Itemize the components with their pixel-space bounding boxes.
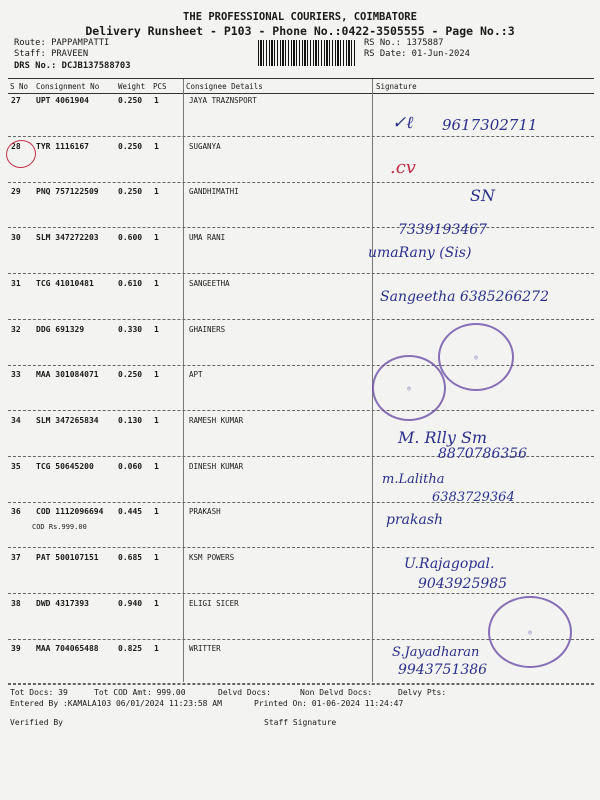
col-consignee: Consignee Details xyxy=(186,82,263,91)
footer-rule xyxy=(8,683,594,684)
pieces-count: 1 xyxy=(154,187,159,197)
drs-number: DRS No.: DCJB137588703 xyxy=(14,61,131,71)
consignee-name: GANDHIMATHI xyxy=(189,187,239,197)
total-docs: Tot Docs: 39 xyxy=(10,688,68,697)
consignment-number: TCG 50645200 xyxy=(36,461,94,471)
consignee-name: UMA RANI xyxy=(189,233,226,243)
row-divider xyxy=(8,319,594,320)
consignment-number: PAT 500107151 xyxy=(36,553,99,562)
signature-scribble: ✓ℓ xyxy=(392,113,414,133)
total-cod-amount: Tot COD Amt: 999.00 xyxy=(94,688,186,697)
table-row xyxy=(0,370,600,414)
consignee-name: SUGANYA xyxy=(189,141,221,151)
handwritten-name: umaRany (Sis) xyxy=(368,245,472,261)
table-row xyxy=(0,142,600,186)
handwritten-name-phone: Sangeetha 6385266272 xyxy=(380,289,549,305)
serial-number: 30 xyxy=(11,233,21,243)
signature-scribble: SN xyxy=(470,186,495,205)
handwritten-phone: 9943751386 xyxy=(398,662,488,678)
row-divider xyxy=(8,136,594,137)
consignment-number: DWD 4317393 xyxy=(36,598,89,608)
weight-value: 0.445 xyxy=(118,507,143,517)
row-divider xyxy=(8,684,594,685)
pieces-count: 1 xyxy=(154,278,159,288)
consignee-name: JAYA TRAZNSPORT xyxy=(189,96,257,105)
consignee-name: APT xyxy=(189,370,203,380)
serial-number: 34 xyxy=(11,415,21,425)
weight-value: 0.600 xyxy=(118,233,143,243)
col-signature: Signature xyxy=(376,82,417,91)
consignment-number: PNQ 757122509 xyxy=(36,187,99,197)
serial-number: 33 xyxy=(11,370,21,380)
consignee-name: WRITTER xyxy=(189,644,221,654)
weight-value: 0.330 xyxy=(118,324,143,334)
company-title: THE PROFESSIONAL COURIERS, COIMBATORE xyxy=(183,11,417,23)
pieces-count: 1 xyxy=(154,507,159,517)
handwritten-name: S.Jayadharan xyxy=(392,645,480,660)
handwritten-phone: 9043925985 xyxy=(418,576,508,592)
consignee-name: DINESH KUMAR xyxy=(189,461,244,471)
weight-value: 0.060 xyxy=(118,461,143,471)
consignment-number: TYR 1116167 xyxy=(36,141,89,151)
pieces-count: 1 xyxy=(154,324,159,334)
consignment-number: SLM 347265834 xyxy=(36,415,99,425)
consignment-number: DDG 691329 xyxy=(36,324,85,334)
row-divider xyxy=(8,547,594,548)
rs-date: RS Date: 01-Jun-2024 xyxy=(364,49,470,59)
consignment-number: COD 1112096694 xyxy=(36,507,104,517)
serial-number: 37 xyxy=(11,553,21,562)
consignee-name: SANGEETHA xyxy=(189,278,230,288)
serial-number: 35 xyxy=(11,461,21,471)
non-delivered-docs: Non Delvd Docs: xyxy=(300,688,373,697)
weight-value: 0.825 xyxy=(118,644,143,654)
table-row xyxy=(0,233,600,277)
pieces-count: 1 xyxy=(154,553,159,562)
handwritten-phone: 6383729364 xyxy=(432,490,515,505)
weight-value: 0.685 xyxy=(118,553,143,562)
consignee-name: GHAINERS xyxy=(189,324,226,334)
weight-value: 0.610 xyxy=(118,278,143,288)
handwritten-phone: 7339193467 xyxy=(398,222,488,238)
row-divider xyxy=(8,410,594,411)
consignment-number: MAA 301084071 xyxy=(36,370,99,380)
serial-number: 29 xyxy=(11,187,21,197)
table-top-rule xyxy=(8,78,594,79)
serial-number: 38 xyxy=(11,598,21,608)
consignee-name: KSM POWERS xyxy=(189,553,235,562)
serial-number: 31 xyxy=(11,278,21,288)
row-divider xyxy=(8,182,594,183)
table-header-rule xyxy=(8,93,594,94)
col-weight: Weight xyxy=(118,82,146,91)
printed-on: Printed On: 01-06-2024 11:24:47 xyxy=(254,699,404,708)
consignee-name: RAMESH KUMAR xyxy=(189,415,244,425)
weight-value: 0.250 xyxy=(118,187,143,197)
pieces-count: 1 xyxy=(154,141,159,151)
handwritten-phone: 9617302711 xyxy=(442,116,538,134)
runsheet-subtitle: Delivery Runsheet - P103 - Phone No.:0422-3505555 - Page No.:3 xyxy=(85,24,515,38)
pieces-count: 1 xyxy=(154,644,159,654)
serial-number: 27 xyxy=(11,96,21,105)
route-label: Route: PAPPAMPATTI xyxy=(14,38,110,48)
consignment-number: MAA 704065488 xyxy=(36,644,99,654)
col-consignment: Consignment No xyxy=(36,82,100,91)
row-divider xyxy=(8,273,594,274)
col-pcs: PCS xyxy=(153,82,167,91)
weight-value: 0.250 xyxy=(118,370,143,380)
handwritten-mark: .cv xyxy=(390,157,416,178)
row-divider xyxy=(8,593,594,594)
handwritten-name: M. Rlly Sm xyxy=(398,428,488,447)
pieces-count: 1 xyxy=(154,598,159,608)
table-row xyxy=(0,553,600,597)
rs-number: RS No.: 1375887 xyxy=(364,38,444,48)
consignee-name: PRAKASH xyxy=(189,507,221,517)
weight-value: 0.940 xyxy=(118,598,143,608)
entered-by: Entered By :KAMALA103 06/01/2024 11:23:58 AM xyxy=(10,699,222,708)
col-sno: S No xyxy=(10,82,29,91)
weight-value: 0.250 xyxy=(118,141,143,151)
consignment-number: UPT 4061904 xyxy=(36,96,89,105)
rubber-stamp: ◎ xyxy=(372,355,446,421)
table-row xyxy=(0,507,600,551)
verified-by-label: Verified By xyxy=(10,718,63,727)
cod-amount: COD Rs.999.00 xyxy=(32,523,87,532)
consignment-number: SLM 347272203 xyxy=(36,233,99,243)
staff-label: Staff: PRAVEEN xyxy=(14,49,89,59)
pieces-count: 1 xyxy=(154,96,159,105)
serial-number: 36 xyxy=(11,507,21,517)
weight-value: 0.250 xyxy=(118,96,143,105)
handwritten-name: U.Rajagopal. xyxy=(404,556,495,572)
weight-value: 0.130 xyxy=(118,415,143,425)
table-row xyxy=(0,187,600,231)
pieces-count: 1 xyxy=(154,461,159,471)
handwritten-name: m.Lalitha xyxy=(382,472,445,487)
consignee-name: ELIGI SICER xyxy=(189,598,239,608)
delivered-docs: Delvd Docs: xyxy=(218,688,271,697)
serial-number: 32 xyxy=(11,324,21,334)
serial-number: 28 xyxy=(11,141,21,151)
pieces-count: 1 xyxy=(154,415,159,425)
rubber-stamp: ◎ xyxy=(488,596,572,668)
handwritten-signature: prakash xyxy=(386,512,444,528)
delivery-points: Delvy Pts: xyxy=(398,688,447,697)
pieces-count: 1 xyxy=(154,233,159,243)
row-divider xyxy=(8,227,594,228)
barcode xyxy=(258,40,356,66)
staff-signature-label: Staff Signature xyxy=(264,718,337,727)
serial-number: 39 xyxy=(11,644,21,654)
consignment-number: TCG 41010481 xyxy=(36,278,94,288)
pieces-count: 1 xyxy=(154,370,159,380)
rubber-stamp: ◎ xyxy=(438,323,514,391)
handwritten-phone: 8870786356 xyxy=(438,446,528,462)
